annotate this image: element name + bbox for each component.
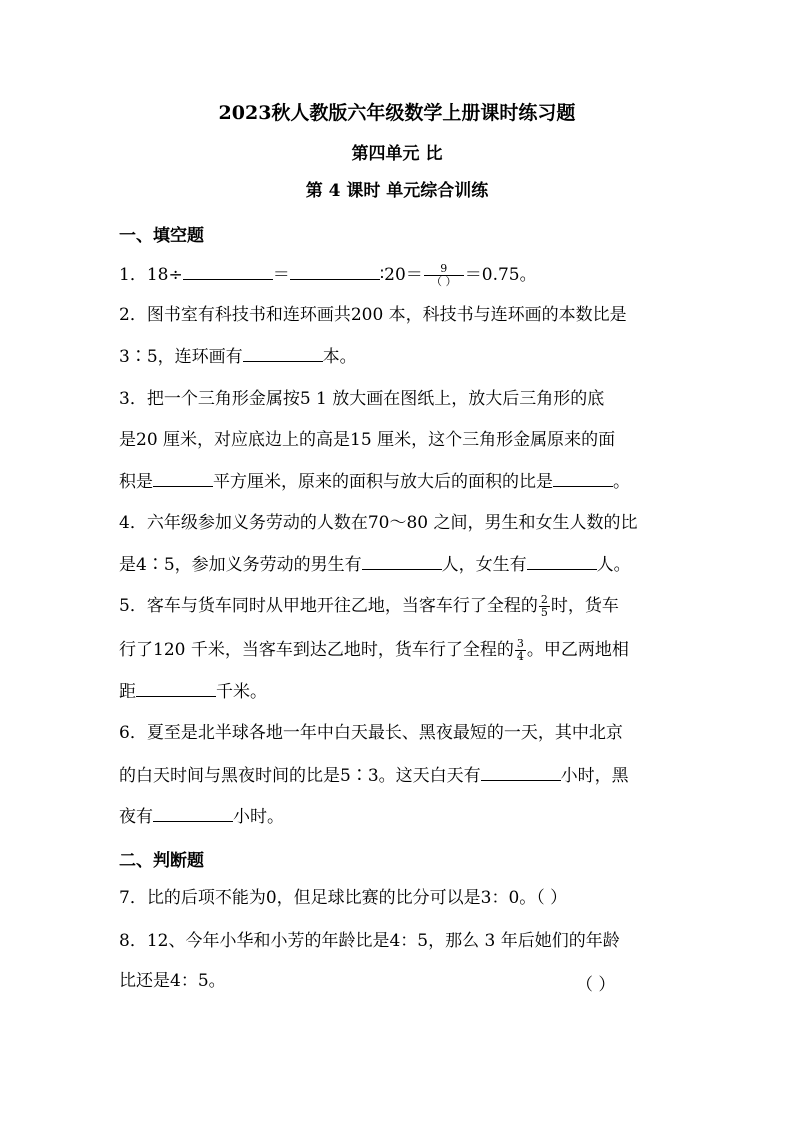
q5-f2-den: 4 (516, 650, 524, 663)
section-fill-blank-heading: 一、填空题 (119, 226, 204, 246)
q2-text-b: 本。 (322, 347, 357, 367)
question-5-line-2 (119, 638, 629, 663)
q5-text-b: 时，货车 (550, 596, 619, 616)
q1-blank-2[interactable] (290, 263, 380, 280)
q1-text-b: ＝ (272, 265, 290, 285)
question-8-line-1: 8．12、今年小华和小芳的年龄比是4：5，那么 3 年后她们的年龄 (119, 931, 620, 951)
question-2-line-1: 2．图书室有科技书和连环画共200 本，科技书与连环画的本数比是 (119, 305, 627, 325)
q5-text-e: 距 (119, 682, 136, 702)
q3-blank-1[interactable] (153, 470, 213, 487)
question-6-line-1: 6．夏至是北半球各地一年中白天最长、黑夜最短的一天，其中北京 (119, 723, 623, 743)
q4-text-a: 是4∶5，参加义务劳动的男生有 (119, 555, 362, 575)
q4-text-c: 人。 (596, 555, 631, 575)
question-3-line-3 (119, 470, 630, 493)
q5-blank[interactable] (136, 680, 216, 697)
q5-f1-den: 5 (540, 606, 548, 619)
q1-text-c: ∶20＝ (379, 265, 423, 285)
unit-title: 第四单元 比 (351, 144, 443, 164)
page-title: 2023秋人教版六年级数学上册课时练习题 (218, 102, 576, 124)
q3-blank-2[interactable] (553, 470, 613, 487)
lesson-title: 第 4 课时 单元综合训练 (305, 181, 489, 201)
q6-text-d: 小时。 (233, 807, 284, 827)
q5-text-c: 行了120 千米，当客车到达乙地时，货车行了全程的 (119, 640, 514, 660)
q5-text-d: 。甲乙两地相 (526, 640, 629, 660)
q3-text-b: 平方厘米，原来的面积与放大后的面积的比是 (213, 472, 553, 492)
question-6-line-3 (119, 805, 284, 828)
q1-fraction (424, 263, 464, 288)
q4-text-b: 人，女生有 (441, 555, 527, 575)
q1-frac-den[interactable]: （ ） (431, 275, 457, 288)
q2-blank[interactable] (243, 345, 323, 362)
q1-frac-num: 9 (424, 263, 464, 276)
q6-blank-1[interactable] (481, 764, 561, 781)
question-3-line-1: 3．把一个三角形金属按5 1 放大画在图纸上，放大后三角形的底 (119, 389, 605, 409)
q1-text-a: 1．18÷ (119, 265, 183, 285)
question-8-line-2: 比还是4：5。 (119, 971, 226, 991)
q3-text-c: 。 (613, 472, 630, 492)
q6-text-a: 的白天时间与黑夜时间的比是5∶3。这天白天有 (119, 766, 481, 786)
question-2-line-2 (119, 345, 357, 368)
question-1 (119, 263, 537, 288)
q5-f1-num: 2 (540, 593, 548, 606)
q5-fraction-1 (539, 594, 550, 619)
question-3-line-2: 是20 厘米，对应底边上的高是15 厘米，这个三角形金属原来的面 (119, 430, 616, 450)
q4-blank-2[interactable] (527, 553, 597, 570)
question-5-line-3 (119, 680, 267, 703)
q8-answer-paren[interactable]: （ ） (576, 975, 616, 995)
q4-blank-1[interactable] (362, 553, 442, 570)
q3-text-a: 积是 (119, 472, 153, 492)
q5-text-f: 千米。 (216, 682, 267, 702)
q6-text-b: 小时，黑 (560, 766, 629, 786)
q6-blank-2[interactable] (153, 805, 233, 822)
question-4-line-1: 4．六年级参加义务劳动的人数在70～80 之间，男生和女生人数的比 (119, 513, 638, 533)
q5-text-a: 5．客车与货车同时从甲地开往乙地，当客车行了全程的 (119, 596, 538, 616)
question-5-line-1 (119, 594, 619, 619)
q6-text-c: 夜有 (119, 807, 153, 827)
q1-text-d: ＝0.75。 (464, 265, 537, 285)
question-6-line-2 (119, 764, 629, 787)
q2-text-a: 3∶5，连环画有 (119, 347, 243, 367)
question-4-line-2 (119, 553, 631, 576)
section-true-false-heading: 二、判断题 (119, 851, 204, 871)
q1-blank-1[interactable] (183, 263, 273, 280)
q5-fraction-2 (515, 638, 526, 663)
q5-f2-num: 3 (516, 637, 524, 650)
question-7: 7．比的后项不能为0，但足球比赛的比分可以是3：0。（ ） (119, 888, 568, 908)
